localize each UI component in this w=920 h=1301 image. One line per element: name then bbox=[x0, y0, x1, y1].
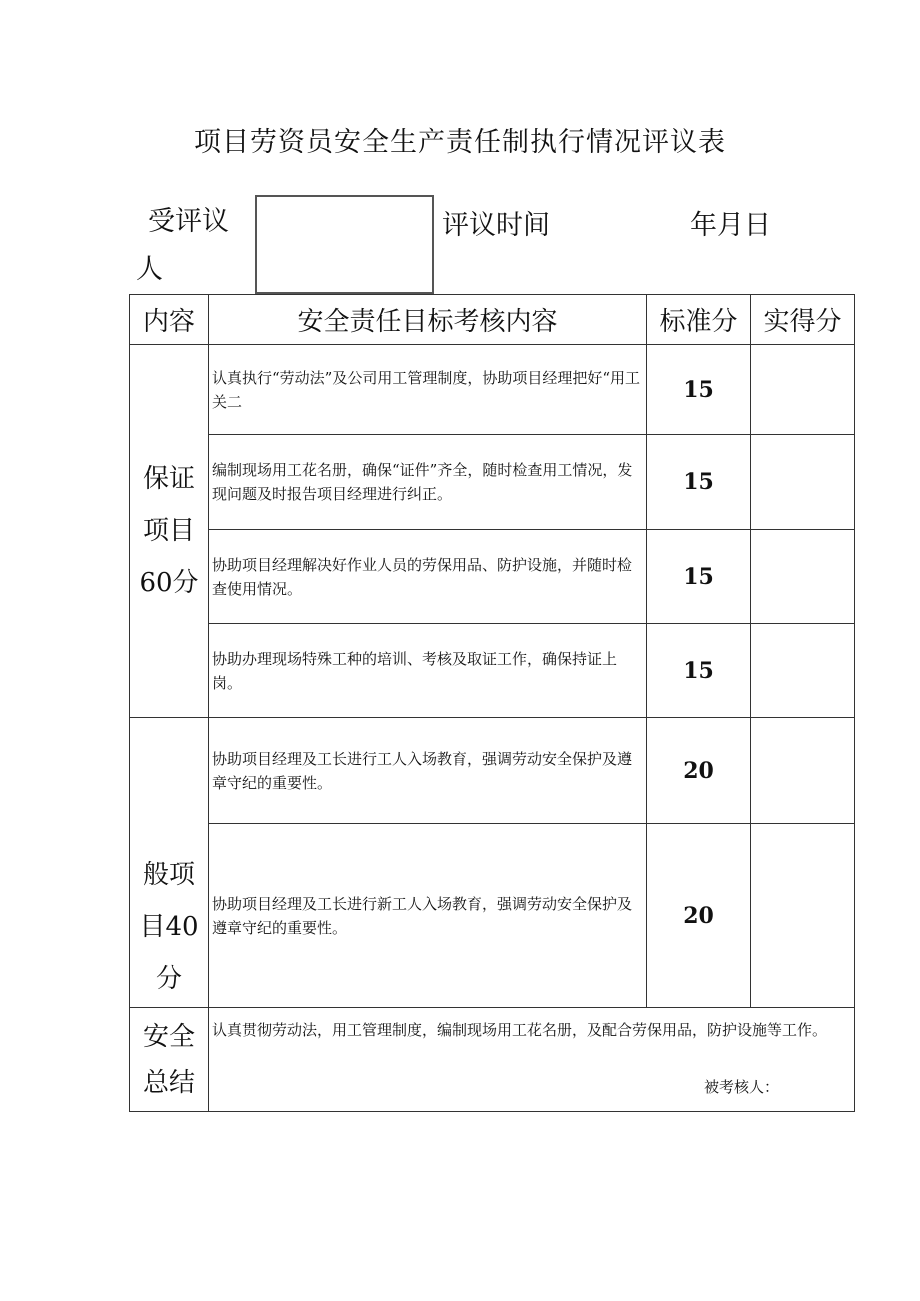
section-label-line: 保证 bbox=[142, 464, 195, 494]
standard-score-cell: 15 bbox=[647, 345, 751, 435]
section-label-summary bbox=[130, 1008, 209, 1112]
standard-score-cell: 20 bbox=[647, 824, 751, 1008]
section-label-line: 目40 bbox=[139, 912, 199, 942]
column-header-content-type: 内容 bbox=[130, 295, 209, 345]
examinee-signature-label: 被考核人： bbox=[703, 1078, 779, 1096]
section-label-line: 般项 bbox=[142, 860, 195, 890]
person-label-line-1: 受评议 bbox=[148, 206, 229, 237]
section-label-line: 总结 bbox=[142, 1067, 195, 1098]
table-row bbox=[130, 530, 855, 624]
summary-cell bbox=[209, 1008, 855, 1112]
evaluation-time-label: 评议时间 bbox=[442, 210, 550, 241]
section-label-line: 项目 bbox=[142, 516, 195, 546]
table-row bbox=[130, 345, 855, 435]
page-title: 项目劳资员安全生产责任制执行情况评议表 bbox=[194, 127, 726, 158]
evaluation-table bbox=[129, 294, 855, 1112]
actual-score-cell[interactable] bbox=[751, 718, 855, 824]
criteria-cell: 协助办理现场特殊工种的培训、考核及取证工作，确保持证上岗。 bbox=[209, 624, 647, 718]
table-row bbox=[130, 435, 855, 530]
person-label bbox=[136, 198, 236, 294]
column-header-standard-score: 标准分 bbox=[647, 295, 751, 345]
person-name-field[interactable] bbox=[255, 195, 434, 294]
table-row bbox=[130, 824, 855, 1008]
summary-row bbox=[130, 1008, 855, 1112]
criteria-cell: 协助项目经理解决好作业人员的劳保用品、防护设施，并随时检查使用情况。 bbox=[209, 530, 647, 624]
criteria-cell: 认真执行“劳动法”及公司用工管理制度，协助项目经理把好“用工关二 bbox=[209, 345, 647, 435]
section-label-line: 60分 bbox=[139, 568, 199, 598]
evaluation-date-label: 年月日 bbox=[690, 210, 771, 241]
table-row bbox=[130, 718, 855, 824]
standard-score-cell: 15 bbox=[647, 435, 751, 530]
standard-score-cell: 15 bbox=[647, 530, 751, 624]
table-row bbox=[130, 624, 855, 718]
summary-text: 认真贯彻劳动法，用工管理制度，编制现场用工花名册，及配合劳保用品，防护设施等工作。 bbox=[212, 1021, 828, 1039]
actual-score-cell[interactable] bbox=[751, 530, 855, 624]
standard-score-cell: 20 bbox=[647, 718, 751, 824]
actual-score-cell[interactable] bbox=[751, 624, 855, 718]
column-header-actual-score: 实得分 bbox=[751, 295, 855, 345]
criteria-cell: 编制现场用工花名册，确保“证件”齐全，随时检查用工情况，发现问题及时报告项目经理进行纠正。 bbox=[209, 435, 647, 530]
person-label-line-2: 人 bbox=[136, 254, 163, 285]
column-header-criteria: 安全责任目标考核内容 bbox=[209, 295, 647, 345]
table-header-row bbox=[130, 295, 855, 345]
section-label-line: 安全 bbox=[142, 1021, 195, 1052]
criteria-cell: 协助项目经理及工长进行工人入场教育，强调劳动安全保护及遵章守纪的重要性。 bbox=[209, 718, 647, 824]
standard-score-cell: 15 bbox=[647, 624, 751, 718]
section-label-line: 分 bbox=[155, 964, 182, 994]
actual-score-cell[interactable] bbox=[751, 824, 855, 1008]
criteria-cell: 协助项目经理及工长进行新工人入场教育，强调劳动安全保护及遵章守纪的重要性。 bbox=[209, 824, 647, 1008]
actual-score-cell[interactable] bbox=[751, 345, 855, 435]
section-label-general bbox=[130, 718, 209, 1008]
section-label-guarantee bbox=[130, 345, 209, 718]
actual-score-cell[interactable] bbox=[751, 435, 855, 530]
